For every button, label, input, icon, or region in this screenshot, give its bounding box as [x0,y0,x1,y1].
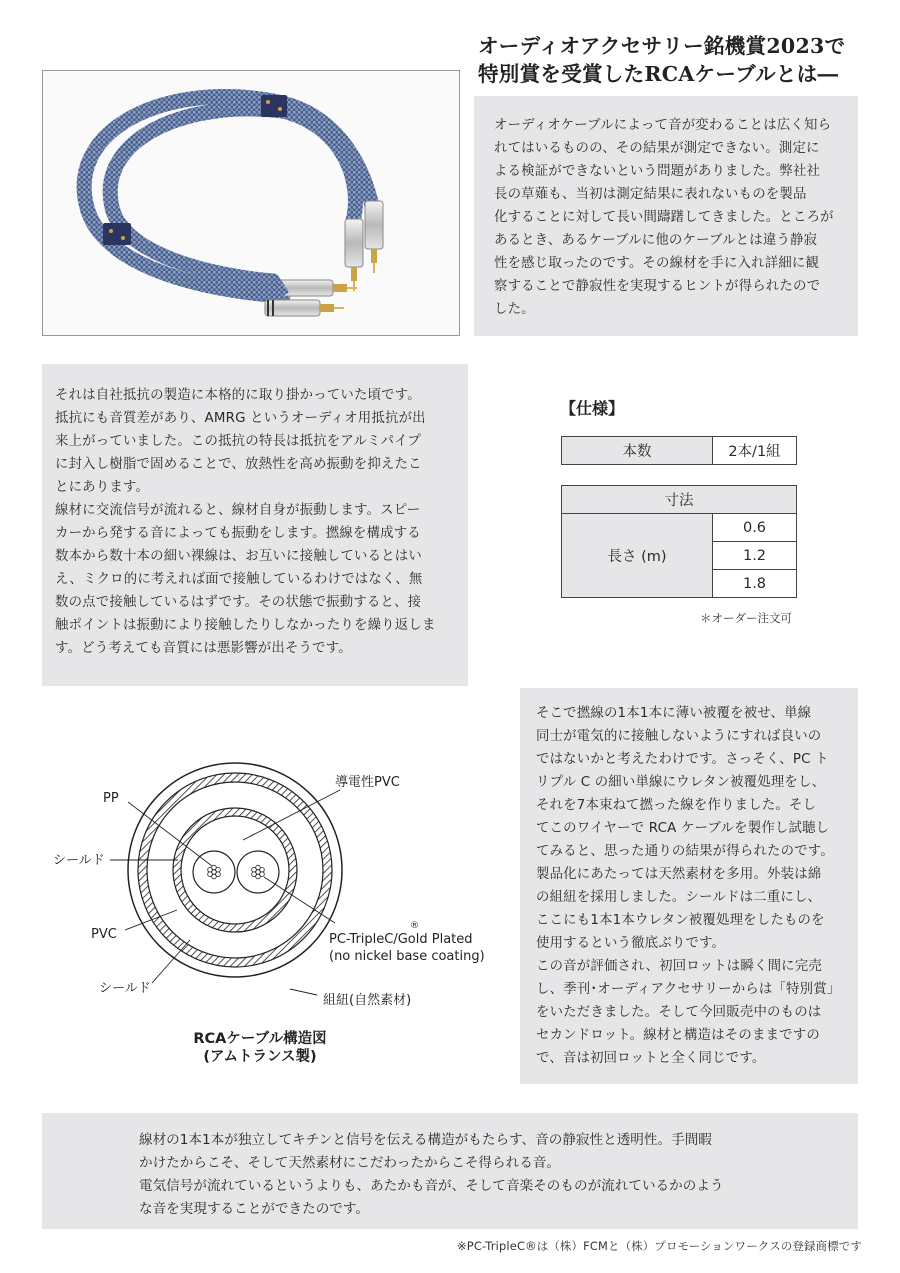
summary-text-panel [42,1113,858,1229]
solution-line: そこで撚線の1本1本に薄い被覆を被せ、単線 [536,706,812,721]
story-text-panel [42,364,468,686]
intro-line: 性を感じ取ったのです。その線材を手に入れ詳細に観 [494,256,820,271]
story-line: え、ミクロ的に考えれば面で接触しているわけではなく、無 [55,572,423,587]
summary-line: な音を実現することができたのです。 [139,1201,370,1217]
intro-line: オーディオケーブルによって音が変わることは広く知ら [494,118,832,133]
rca-cable-illustration [43,71,459,335]
intro-line: よる検証ができないという問題がありました。弊社社 [494,164,821,179]
story-line: とにあります。 [55,480,150,495]
story-line: それは自社抵抗の製造に本格的に取り掛かっていた頃です。 [55,388,421,403]
solution-line: で、音は初回ロットと全く同じです。 [536,1051,766,1066]
spec-dimension-header: 寸法 [562,486,797,514]
label-shield-outer: シールド [99,981,151,996]
solution-line: 製品化にあたっては天然素材を多用。外装は綿 [536,867,822,882]
solution-line: この音が評価され、初回ロットは瞬く間に完売 [536,959,822,974]
product-photo [42,70,460,336]
solution-line: をいただきました。そして今回販売中のものは [536,1005,822,1020]
story-line: カーから発する音によっても振動をします。撚線を構成する [55,526,421,541]
rca-plug-bottom-1 [278,280,357,296]
spec-length-label: 長さ (m) [562,514,713,598]
intro-text-panel [474,96,858,336]
label-braid: 組紐(自然素材) [323,993,412,1008]
solution-line: ここにも1本1本ウレタン被覆処理をしたものを [536,913,825,928]
intro-line: 長の草薙も、当初は測定結果に表れないものを製品 [494,187,807,202]
headline-line-2: 特別賞を受賞したRCAケーブルとは― [478,62,839,86]
story-line: す。どう考えても音質には悪影響が出そうです。 [55,641,352,656]
label-shield-inner: シールド [53,853,105,868]
summary-line: 線材の1本1本が独立してキチンと信号を伝える構造がもたらす、音の静寂性と透明性。手間暇 [139,1132,712,1148]
summary-line: 電気信号が流れているというよりも、あたかも音が、そして音楽そのものが流れているかのよう [139,1178,724,1194]
trademark-footnote: ※PC-TripleC®は（株）FCMと（株）プロモーションワークスの登録商標です [457,1239,862,1253]
diagram-caption-line-1: RCAケーブル構造図 [193,1031,327,1047]
spec-length-value: 1.2 [713,542,797,570]
solution-line: の組紐を採用しました。シールドは二重にし、 [536,890,822,905]
story-line: 数の点で接触しているはずです。その状態で振動すると、接 [55,595,422,610]
spec-title: 【仕様】 [560,399,625,418]
diagram-caption [150,1030,370,1066]
label-conductive-pvc: 導電性PVC [335,775,400,790]
spec-note: ＊オーダー注文可 [700,611,792,625]
label-conductor-line1: PC-TripleC/Gold Plated [329,932,473,947]
intro-line: あるとき、あるケーブルに他のケーブルとは違う静寂 [494,233,818,248]
solution-line: それを7本束ねて撚った線を作りました。そし [536,798,817,813]
solution-line: 使用するという徹底ぶりです。 [536,936,726,951]
spec-count-value: 2本/1組 [713,437,797,465]
label-pvc: PVC [91,927,117,942]
intro-line: 化することに対して長い間躊躇してきました。ところが [494,210,834,225]
summary-line: かけたからこそ、そして天然素材にこだわったからこそ得られる音。 [139,1155,560,1171]
solution-line: てみると、思った通りの結果が得られたのです。 [536,844,834,859]
conductor-strands-left [208,865,221,879]
story-line: 線材に交流信号が流れると、線材自身が振動します。スピー [55,503,421,518]
story-line: に封入し樹脂で固めることで、放熱性を高め振動を抑えたこ [55,457,422,472]
headline-line-1: オーディオアクセサリー銘機賞2023で [478,34,846,58]
story-line: 抵抗にも音質差があり、AMRG というオーディオ用抵抗が出 [55,411,426,426]
page-headline [478,32,878,88]
diagram-caption-line-2: (アムトランス製) [203,1049,317,1065]
intro-line: 察することで静寂性を実現するヒントが得られたので [494,279,821,294]
solution-line: ではないかと考えたわけです。さっそく、PC ト [536,752,829,767]
solution-line: リプル C の細い単線にウレタン被覆処理をし、 [536,775,826,790]
spec-length-value: 1.8 [713,570,797,598]
story-line: 数本から数十本の細い裸線は、お互いに接触しているとはい [55,549,422,564]
solution-line: し、季刊･オーディアクセサリーからは「特別賞」 [536,982,841,997]
story-line: 来上がっていました。この抵抗の特長は抵抗をアルミパイプ [55,434,422,449]
solution-line: 同士が電気的に接触しないようにすれば良いの [536,729,822,744]
spec-count-label: 本数 [562,437,713,465]
registered-mark: ® [410,921,419,931]
cable-clip-left [103,223,131,245]
label-pp: PP [103,791,119,806]
conductor-strands-right [252,865,265,879]
rca-plug-bottom-2 [265,300,344,316]
spec-length-value: 0.6 [713,514,797,542]
rca-plug-right-1 [365,201,383,273]
solution-line: てこのワイヤーで RCA ケーブルを製作し試聴し [536,821,830,836]
label-conductor-line2: (no nickel base coating) [329,949,485,964]
story-line: 触ポイントは振動により接触したりしなかったりを繰り返しま [55,618,436,633]
intro-line: れてはいるものの、その結果が測定できない。測定に [494,141,820,156]
rca-plug-right-2 [345,219,363,291]
cable-clip-top [261,95,287,117]
spec-count-table [561,436,797,465]
intro-line: した。 [494,302,535,317]
solution-text-panel [520,688,858,1084]
spec-dimension-table [561,485,797,598]
solution-line: セカンドロット。線材と構造はそのままですの [536,1028,820,1043]
